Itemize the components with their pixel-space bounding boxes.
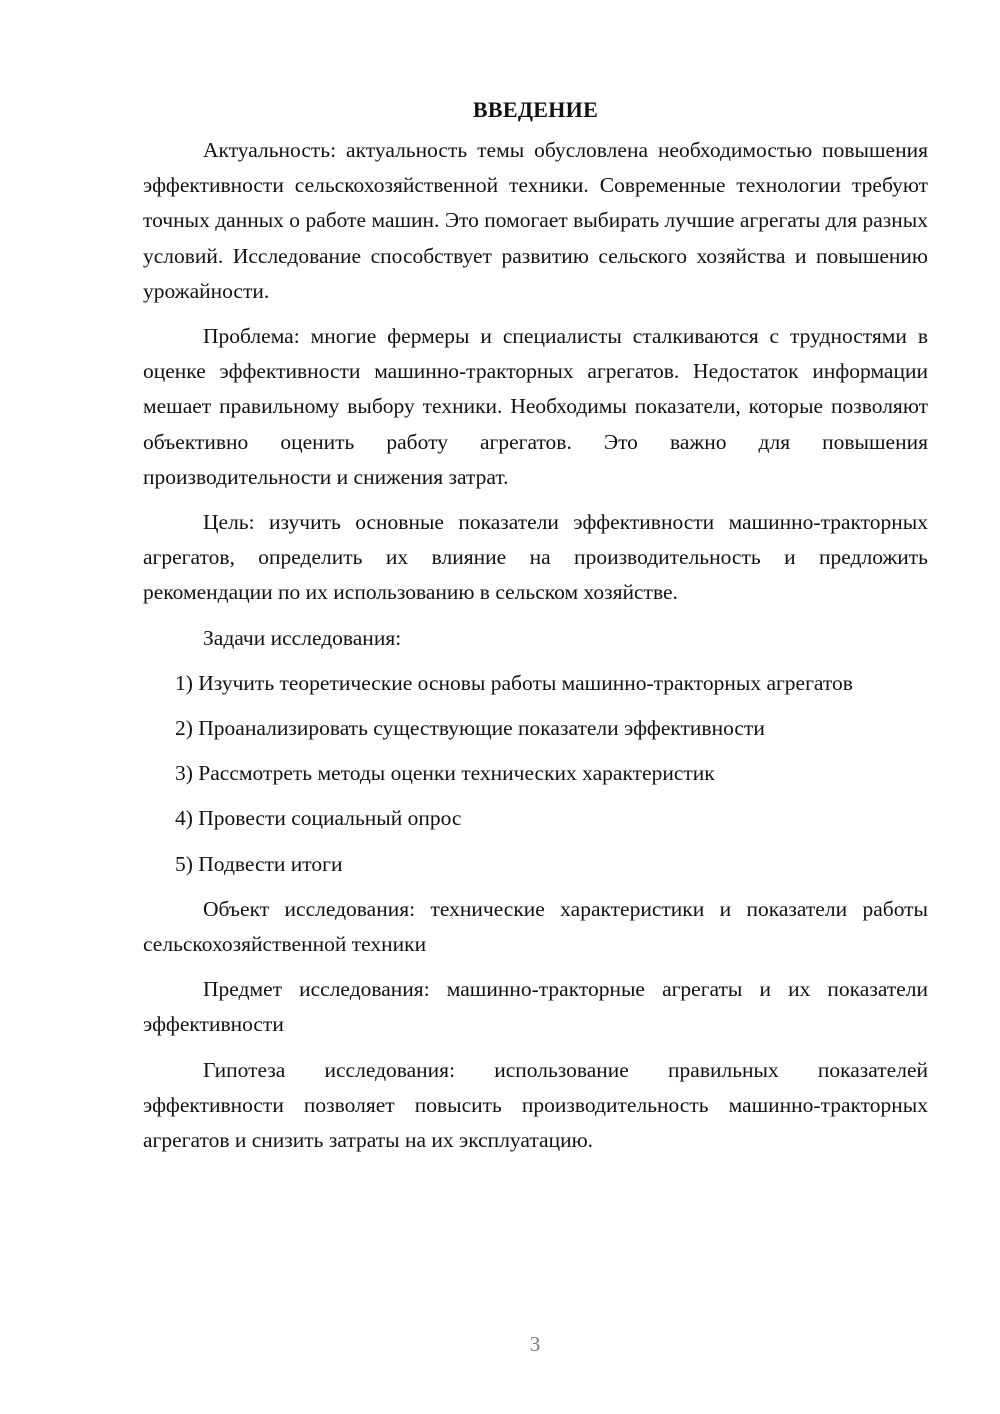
paragraph-hypothesis: Гипотеза исследования: использование правильных показателей эффективности позволяет повысить производительность машинно-тракторных агрегатов и снизить затраты на их эксплуатацию.: [143, 1057, 928, 1153]
paragraph-problem: Проблема: многие фермеры и специалисты сталкиваются с трудностями в оценке эффективности машинно-тракторных агрегатов. Недостаток информации мешает правильному выбору техники. Необходимы показатели, которые позволяют объективно оценить работу агрегатов. Это важно для повышения производительности и снижения затрат.: [143, 324, 928, 489]
list-item: 1) Изучить теоретические основы работы машинно-тракторных агрегатов: [175, 670, 853, 695]
tasks-title: Задачи исследования:: [203, 625, 402, 650]
document-page: [143, 92, 928, 1168]
paragraph-relevance: Актуальность: актуальность темы обусловлена необходимостью повышения эффективности сельскохозяйственной техники. Современные технологии требуют точных данных о работе машин. Это помогает выбирать лучшие агрегаты для разных условий. Исследование способствует развитию сельского хозяйства и повышению урожайности.: [143, 138, 928, 303]
list-item: 3) Рассмотреть методы оценки технических характеристик: [175, 761, 715, 786]
list-item: 5) Подвести итоги: [175, 851, 343, 876]
paragraph-goal: Цель: изучить основные показатели эффективности машинно-тракторных агрегатов, определить их влияние на производительность и предложить рекомендации по их использованию в сельском хозяйстве.: [143, 510, 928, 605]
section-heading: ВВЕДЕНИЕ: [472, 97, 599, 122]
list-item: 4) Провести социальный опрос: [175, 806, 462, 831]
tasks-list: [143, 666, 928, 882]
page-number: 3: [529, 1332, 541, 1356]
paragraph-subject: Предмет исследования: машинно-тракторные агрегаты и их показатели эффективности: [143, 977, 928, 1037]
list-item: 2) Проанализировать существующие показатели эффективности: [175, 716, 765, 741]
paragraph-object: Объект исследования: технические характеристики и показатели работы сельскохозяйственной техники: [143, 896, 928, 957]
